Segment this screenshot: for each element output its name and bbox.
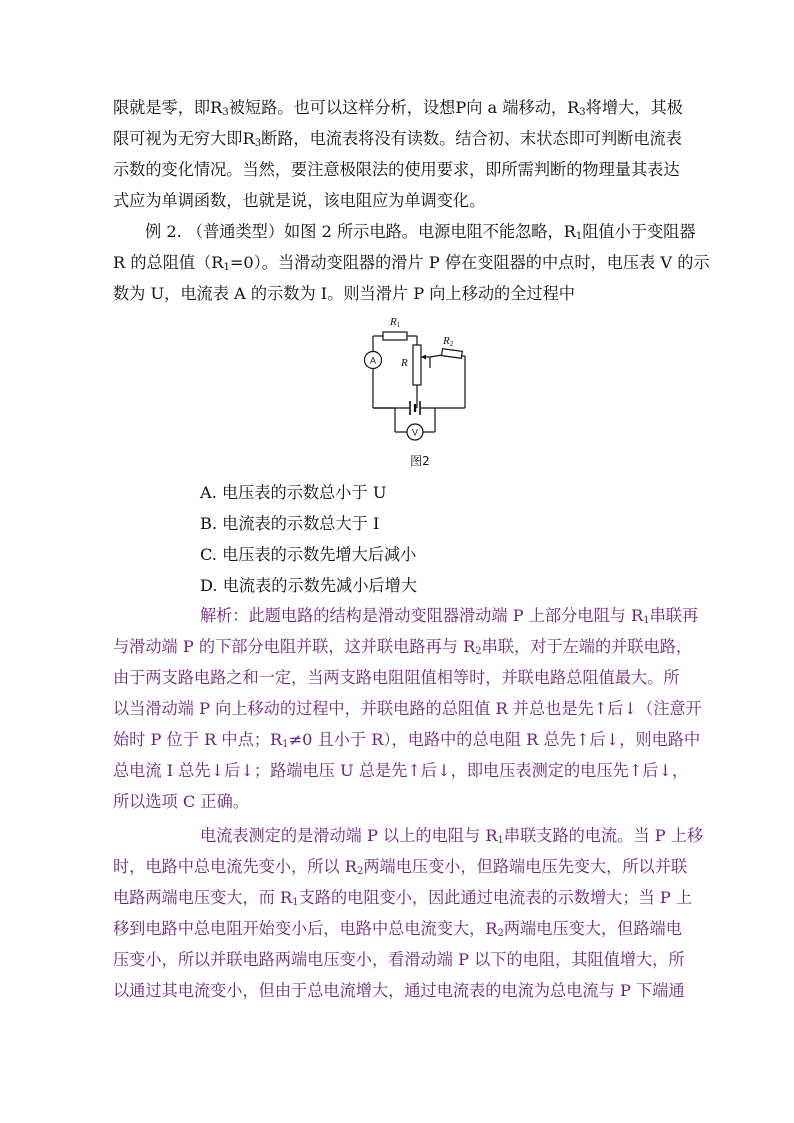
option-a: A. 电压表的示数总小于 U: [200, 483, 387, 502]
analysis-line: 所以选项 C 正确。: [113, 792, 249, 811]
text-line: 示数的变化情况。当然，要注意极限法的使用要求，即所需判断的物理量其表达: [113, 160, 680, 179]
option-d: D. 电流表的示数先减小后增大: [200, 576, 417, 595]
option-b: B. 电流表的示数总大于 I: [200, 514, 380, 533]
label-r2: R2: [443, 335, 454, 348]
analysis-line: 始时 P 位于 R 中点；$R_1\ne 0$ 且小于 R），电路中的总电阻 R 总先↑后↓，则电路中: [113, 730, 701, 750]
ammeter-label: A: [369, 355, 377, 366]
analysis-line: 时，电路中总电流先变小，所以 $R_2$两端电压变小，但路端电压先变大，所以并联: [113, 857, 688, 877]
resistor-r1: [383, 332, 407, 340]
analysis-line: 以通过其电流变小，但由于总电流增大，通过电流表的电流为总电流与 P 下端通: [113, 981, 685, 1000]
analysis-line: 电流表测定的是滑动端 P 以上的电阻与 $R_1$串联支路的电流。当 P 上移: [200, 826, 704, 846]
text-line: 限可视为无穷大即$R_3$断路，电流表将没有读数。结合初、末状态即可判断电流表: [113, 129, 682, 149]
label-r1: R1: [390, 316, 401, 329]
analysis-line: 与滑动端 P 的下部分电阻并联，这并联电路再与 $R_2$串联，对于左端的并联电路，: [113, 637, 693, 657]
text-line: 数为 U，电流表 A 的示数为 I。则当滑片 P 向上移动的全过程中: [113, 284, 575, 303]
label-r: R: [401, 357, 408, 369]
circuit-diagram: [355, 308, 485, 448]
example-heading: 例 2. （普通类型）如图 2 所示电路。电源电阻不能忽略，$R_1$阻值小于变阻器: [145, 222, 696, 242]
text-line: R 的总阻值$(R_1=0)$。当滑动变阻器的滑片 P 停在变阻器的中点时，电压表 V 的示: [113, 253, 710, 273]
analysis-line: 电路两端电压变大，而 $R_1$支路的电阻变小，因此通过电流表的示数增大；当 P 上: [113, 888, 693, 908]
text-line: 限就是零，即$R_3$被短路。也可以这样分析，设想P向 a 端移动，$R_3$将增大，其极: [113, 98, 683, 118]
figure-caption: 图2: [410, 454, 430, 468]
circuit-figure: [355, 308, 467, 470]
text-line: 式应为单调函数，也就是说，该电阻应为单调变化。: [113, 191, 486, 210]
rheostat-r: [413, 345, 421, 385]
analysis-line: 移到电路中总电阻开始变小后，电路中总电流变大，$R_2$两端电压变大，但路端电: [113, 919, 682, 939]
option-c: C. 电压表的示数先增大后减小: [200, 545, 417, 564]
analysis-line: 以当滑动端 P 向上移动的过程中，并联电路的总阻值 R 并总也是先↑后↓（注意开: [113, 699, 702, 718]
analysis-line: 总电流 I 总先↓后↓；路端电压 U 总是先↑后↓，即电压表测定的电压先↑后↓，: [113, 761, 689, 780]
analysis-line: 压变小，所以并联电路两端电压变小，看滑动端 P 以下的电阻，其阻值增大，所: [113, 950, 685, 969]
voltmeter-label: V: [411, 427, 419, 438]
analysis-line: 解析：此题电路的结构是滑动变阻器滑动端 P 上部分电阻与 $R_1$串联再: [200, 606, 699, 626]
resistor-r2: [442, 349, 463, 359]
analysis-line: 由于两支路电路之和一定，当两支路电阻阻值相等时，并联电路总阻值最大。所: [113, 668, 680, 687]
